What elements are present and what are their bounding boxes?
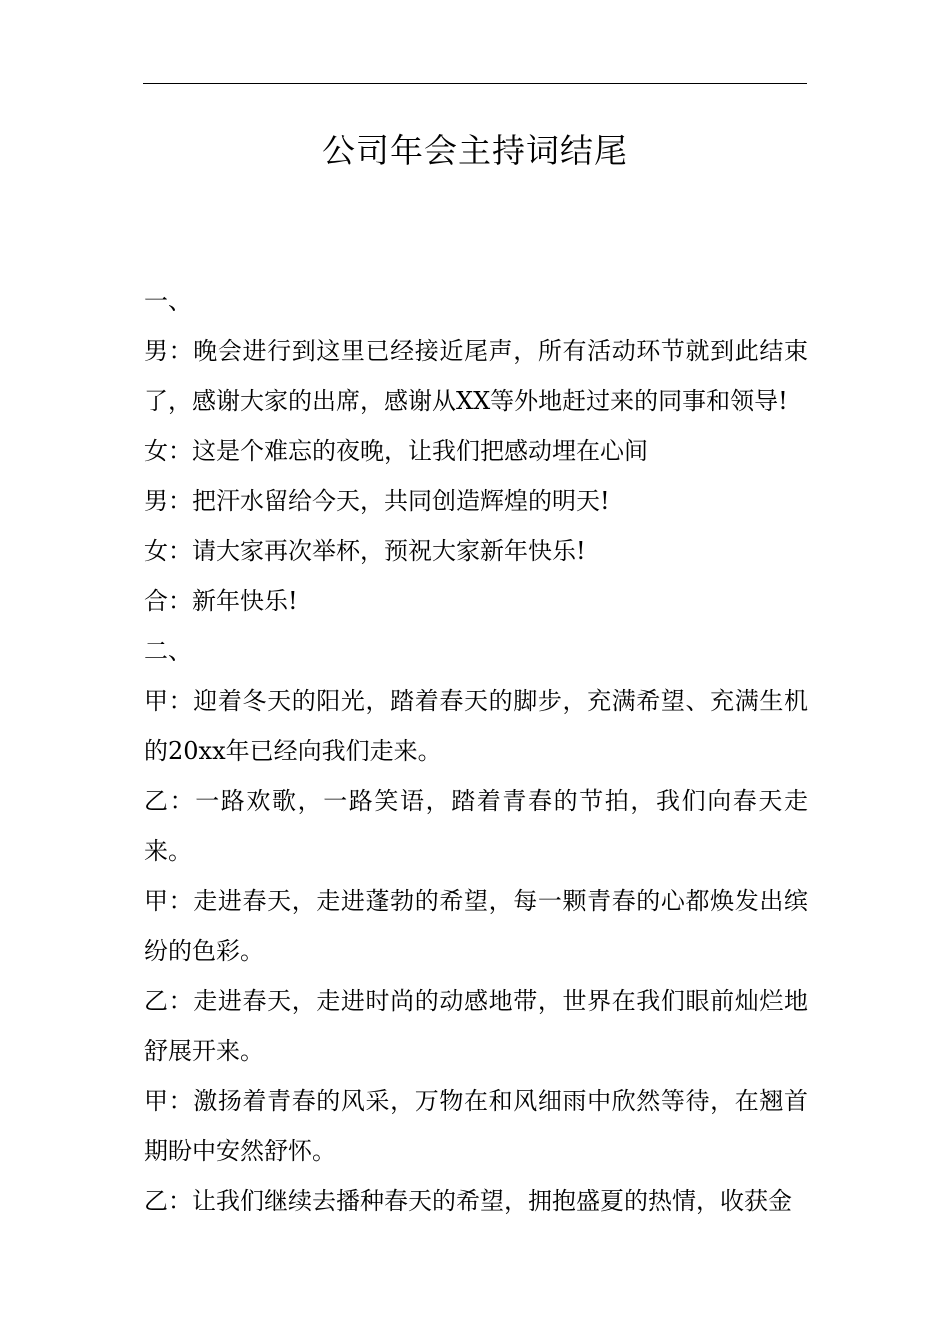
paragraph-male-closing: 男：晚会进行到这里已经接近尾声，所有活动环节就到此结束了，感谢大家的出席，感谢从XX等外地赶过来的同事和领导!	[144, 337, 808, 415]
document-body	[144, 276, 808, 1226]
header-rule	[143, 83, 807, 84]
paragraph-jia-youth: 甲：激扬着青春的风采，万物在和风细雨中欣然等待，在翘首期盼中安然舒怀。	[144, 1087, 808, 1165]
paragraph-jia-winter: 甲：迎着冬天的阳光，踏着春天的脚步，充满希望、充满生机的20xx年已经向我们走来。	[144, 687, 808, 765]
paragraph-female-night: 女：这是个难忘的夜晚，让我们把感动埋在心间	[144, 437, 648, 465]
paragraph-yi-fashion: 乙：走进春天，走进时尚的动感地带，世界在我们眼前灿烂地舒展开来。	[144, 987, 808, 1065]
paragraph-section-1-heading: 一、	[144, 287, 192, 315]
document-title: 公司年会主持词结尾	[322, 131, 628, 170]
paragraph-yi-song: 乙：一路欢歌，一路笑语，踏着青春的节拍，我们向春天走来。	[144, 787, 808, 865]
paragraph-jia-spring: 甲：走进春天，走进蓬勃的希望，每一颗青春的心都焕发出缤纷的色彩。	[144, 887, 808, 965]
paragraph-section-2-heading: 二、	[144, 637, 192, 665]
paragraph-together: 合：新年快乐!	[144, 587, 298, 615]
paragraph-yi-hope: 乙：让我们继续去播种春天的希望，拥抱盛夏的热情，收获金	[144, 1187, 792, 1215]
paragraph-male-tomorrow: 男：把汗水留给今天，共同创造辉煌的明天!	[144, 487, 610, 515]
paragraph-female-toast: 女：请大家再次举杯，预祝大家新年快乐!	[144, 537, 586, 565]
